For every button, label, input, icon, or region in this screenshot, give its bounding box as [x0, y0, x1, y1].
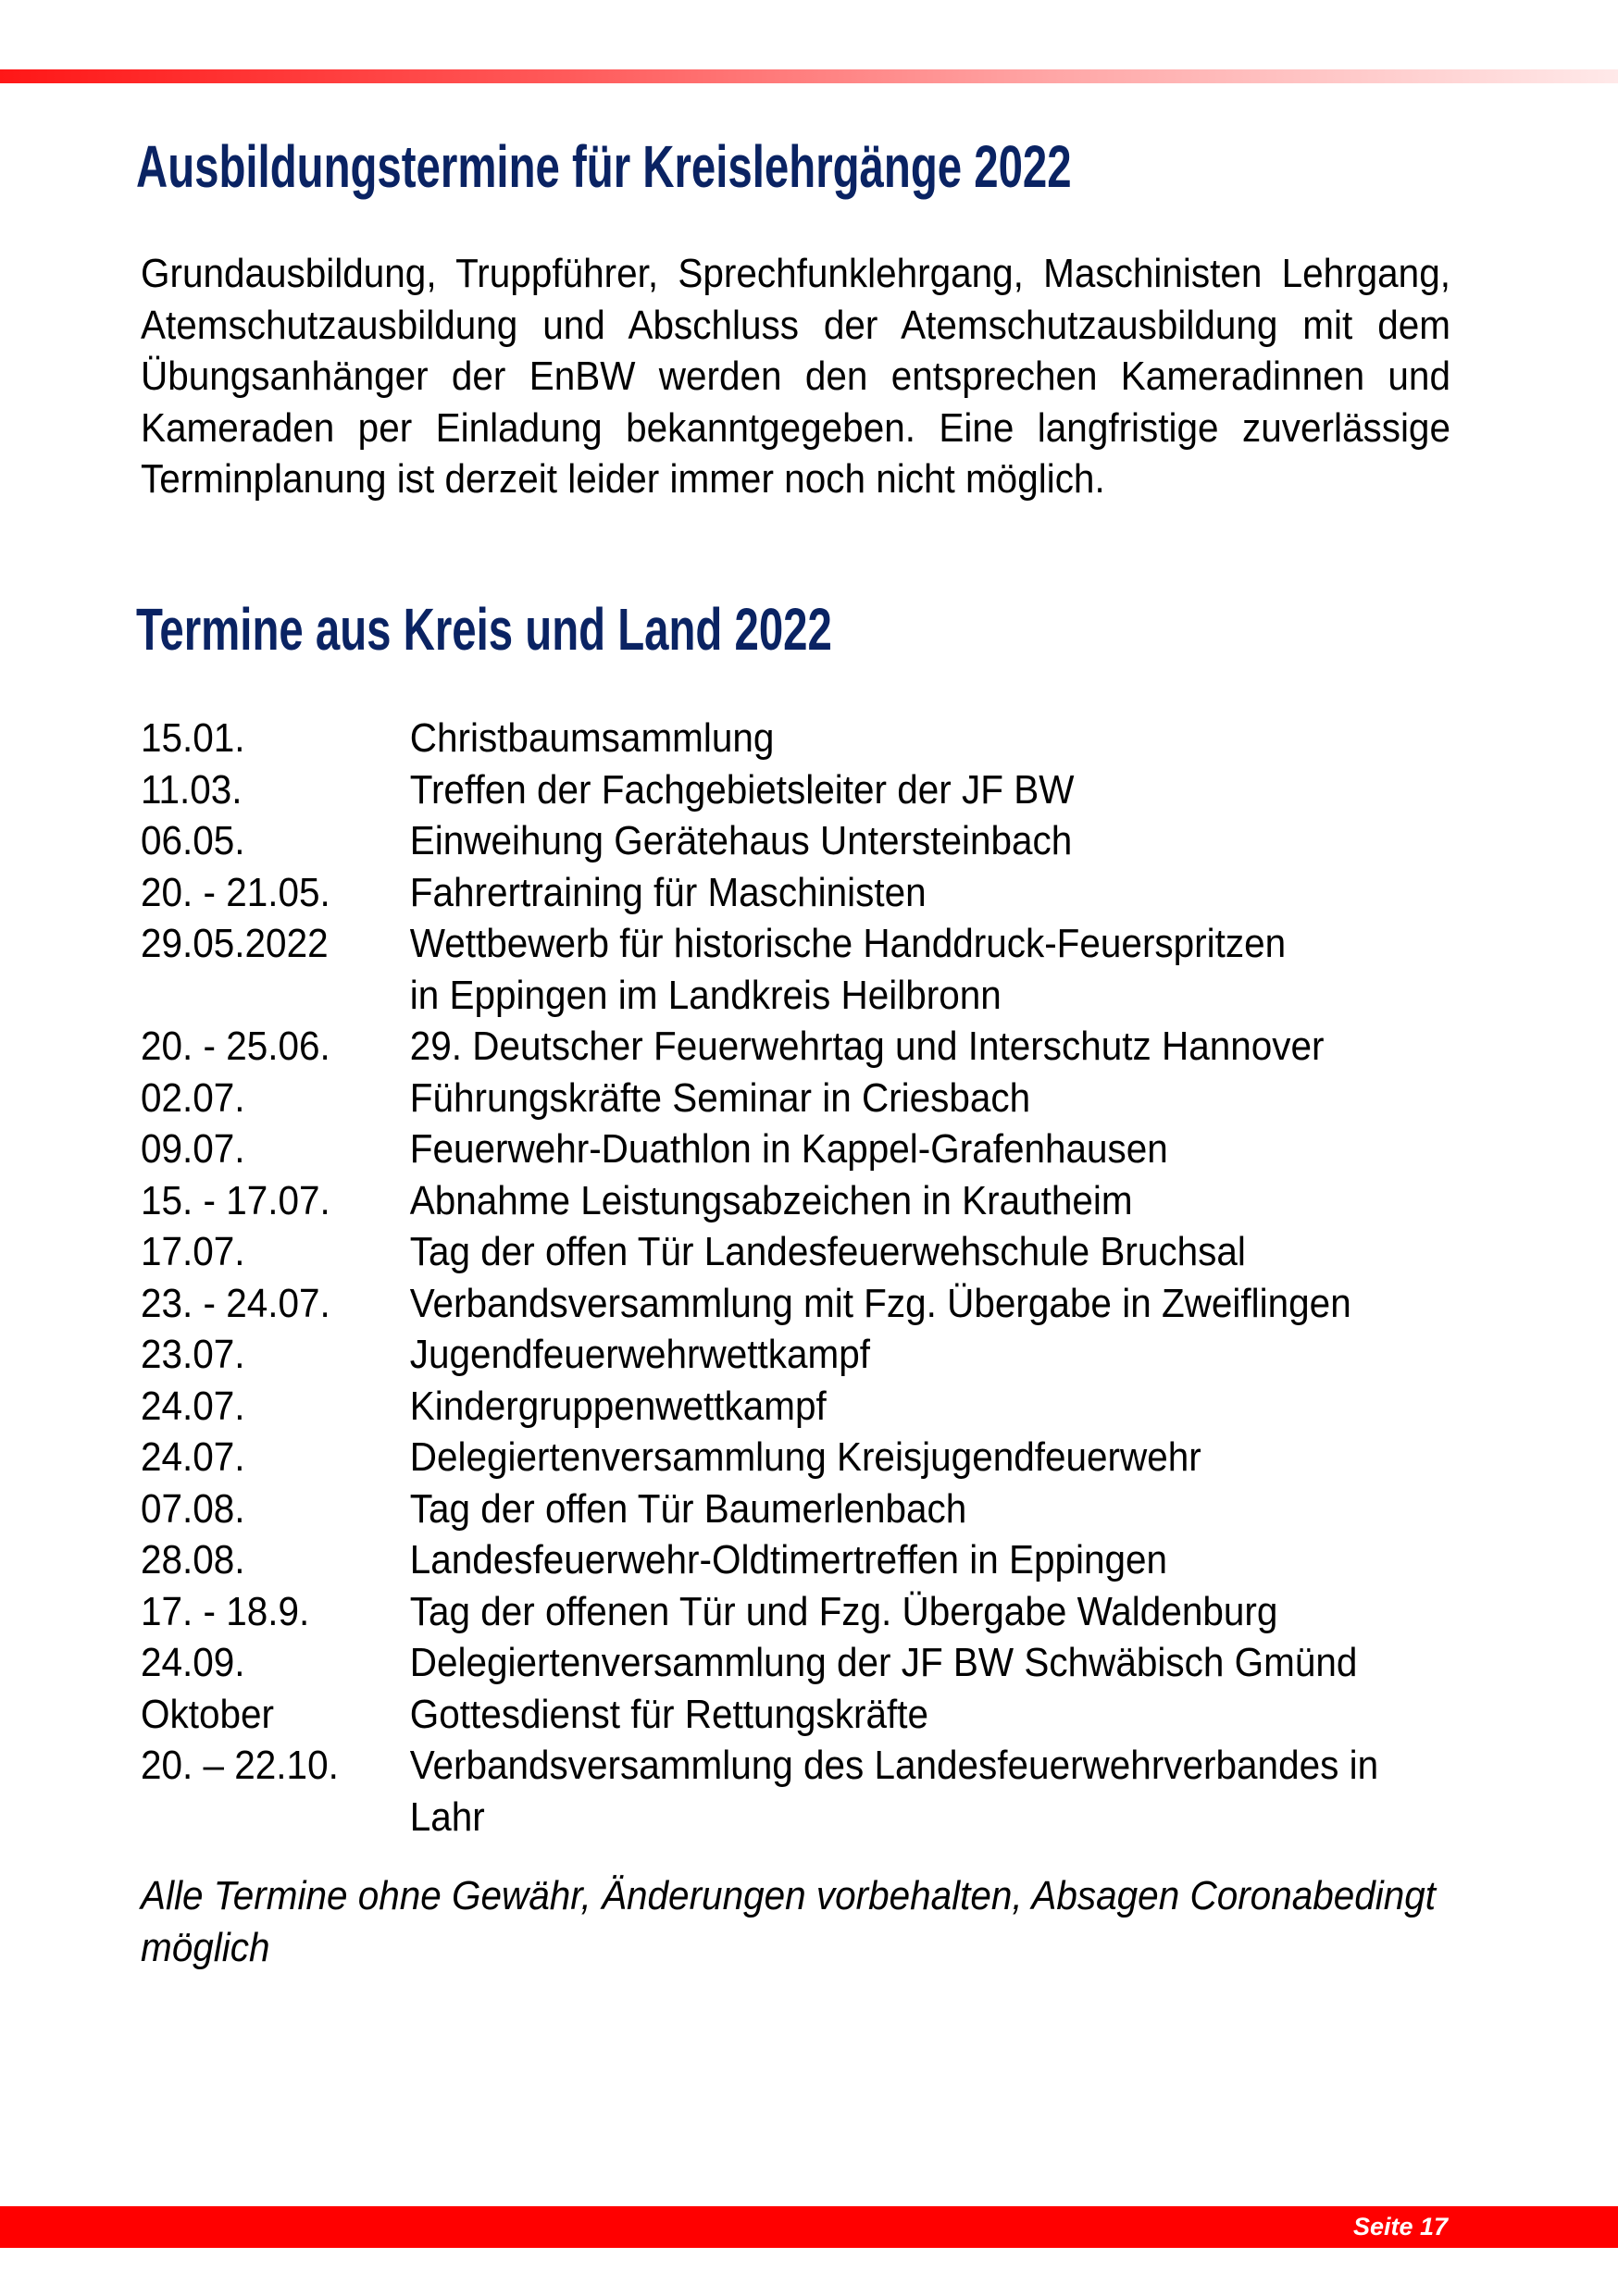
section-title-dates: Termine aus Kreis und Land 2022	[136, 596, 832, 663]
event-row	[141, 1740, 1469, 1843]
event-date: 24.07.	[141, 1434, 245, 1480]
event-schedule-list	[141, 713, 1469, 1843]
event-row	[141, 1381, 1469, 1433]
event-date: 24.07.	[141, 1383, 245, 1429]
event-description	[410, 1534, 1262, 1586]
event-date: 11.03.	[141, 766, 243, 813]
event-description-line: Kindergruppenwettkampf	[409, 1383, 827, 1429]
event-description-line: Tag der offen Tür Landesfeuerwehschule Bruchsal	[409, 1229, 1246, 1274]
event-row	[141, 1073, 1469, 1124]
event-description-line: Lahr	[409, 1793, 485, 1840]
event-description	[409, 1021, 1325, 1073]
event-description	[410, 1689, 1262, 1741]
event-row	[141, 1689, 1469, 1741]
event-description-line: Gottesdienst für Rettungskräfte	[409, 1691, 928, 1737]
event-row	[141, 764, 1469, 816]
event-row	[141, 815, 1469, 867]
event-row	[141, 918, 1469, 1021]
event-date: Oktober	[141, 1691, 274, 1737]
event-row	[141, 1534, 1469, 1586]
event-date: 17.07.	[141, 1229, 245, 1274]
event-row	[141, 1483, 1469, 1535]
event-description-line: Wettbewerb für historische Handdruck-Feuerspritzen	[409, 921, 1287, 966]
event-row	[141, 1123, 1469, 1175]
event-description	[410, 1175, 1262, 1227]
event-row	[141, 867, 1469, 919]
event-date: 28.08.	[141, 1537, 245, 1582]
event-description	[409, 1586, 1278, 1638]
event-description	[409, 918, 1287, 1021]
event-date: 23. - 24.07.	[141, 1280, 330, 1326]
event-date: 02.07.	[141, 1074, 245, 1121]
event-description-line: Tag der offenen Tür und Fzg. Übergabe Waldenburg	[409, 1588, 1278, 1634]
event-description-line: in Eppingen im Landkreis Heilbronn	[409, 972, 1002, 1018]
event-description-line: Fahrertraining für Maschinisten	[409, 869, 927, 915]
event-description	[410, 1073, 1262, 1124]
event-date: 20. - 25.06.	[141, 1024, 330, 1069]
event-row	[141, 1637, 1469, 1689]
event-description-line: Delegiertenversammlung der JF BW Schwäbisch Gmünd	[409, 1640, 1358, 1685]
event-description-line: Landesfeuerwehr-Oldtimertreffen in Eppingen	[409, 1537, 1168, 1582]
event-date: 15.01.	[141, 715, 245, 761]
event-description	[410, 713, 1262, 764]
top-accent-bar	[0, 69, 1618, 83]
event-date: 23.07.	[141, 1332, 245, 1377]
event-date: 17. - 18.9.	[141, 1588, 310, 1634]
section-title-training: Ausbildungstermine für Kreislehrgänge 2022	[136, 133, 1072, 200]
event-description-line: Führungskräfte Seminar in Criesbach	[409, 1074, 1031, 1121]
training-intro-paragraph	[141, 248, 1450, 505]
event-row	[141, 1175, 1469, 1227]
event-description	[410, 867, 1262, 919]
event-row	[141, 1278, 1469, 1330]
event-row	[141, 1226, 1469, 1278]
event-description	[409, 1278, 1351, 1330]
event-description	[409, 1740, 1379, 1843]
event-row	[141, 713, 1469, 764]
event-description	[410, 1123, 1262, 1175]
page-number: Seite 17	[1353, 2213, 1449, 2240]
event-row	[141, 1586, 1469, 1638]
event-description-line: Verbandsversammlung des Landesfeuerwehrverbandes in	[409, 1743, 1379, 1788]
event-description-line: Jugendfeuerwehrwettkampf	[409, 1332, 871, 1377]
event-date: 07.08.	[141, 1485, 245, 1532]
event-description-line: Treffen der Fachgebietsleiter der JF BW	[409, 766, 1075, 813]
event-description	[410, 1483, 1262, 1535]
event-description-line: Tag der offen Tür Baumerlenbach	[409, 1485, 967, 1532]
event-description-line: Abnahme Leistungsabzeichen in Krautheim	[409, 1177, 1133, 1223]
event-description-line: Feuerwehr-Duathlon in Kappel-Grafenhausen	[409, 1126, 1168, 1172]
event-description	[410, 1226, 1262, 1278]
event-date: 24.09.	[141, 1640, 245, 1685]
disclaimer	[141, 1870, 1469, 1973]
event-row	[141, 1329, 1469, 1381]
event-date: 09.07.	[141, 1126, 245, 1172]
event-date: 20. - 21.05.	[141, 869, 330, 915]
disclaimer-text: Alle Termine ohne Gewähr, Änderungen vorbehalten, Absagen Coronabedingt möglich	[141, 1873, 1437, 1970]
event-date: 06.05.	[141, 818, 245, 863]
event-description-line: Delegiertenversammlung Kreisjugendfeuerwehr	[409, 1434, 1201, 1480]
event-description	[410, 1381, 1262, 1433]
event-row	[141, 1432, 1469, 1483]
training-intro-text: Grundausbildung, Truppführer, Sprechfunklehrgang, Maschinisten Lehrgang, Atemschutzausbildung und Abschluss der Atemschutzausbildung mit dem Übungsanhänger der EnBW werden den entsprechen Kameradinnen und Kameraden per Einladung bekanntgegeben. Eine langfristige zuverlässige Terminplanung ist derzeit leider immer noch nicht möglich.	[141, 251, 1450, 502]
event-description	[410, 1432, 1262, 1483]
event-date: 15. - 17.07.	[141, 1177, 330, 1223]
event-description-line: 29. Deutscher Feuerwehrtag und Interschutz Hannover	[409, 1024, 1325, 1069]
event-description	[410, 815, 1262, 867]
event-description-line: Verbandsversammlung mit Fzg. Übergabe in Zweiflingen	[409, 1280, 1351, 1326]
event-description	[409, 1637, 1358, 1689]
event-description-line: Einweihung Gerätehaus Untersteinbach	[409, 818, 1073, 863]
event-description	[410, 1329, 1262, 1381]
event-description-line: Christbaumsammlung	[409, 715, 775, 761]
event-date: 29.05.2022	[141, 921, 329, 966]
event-row	[141, 1021, 1469, 1073]
event-date: 20. – 22.10.	[141, 1743, 339, 1788]
event-description	[410, 764, 1262, 816]
